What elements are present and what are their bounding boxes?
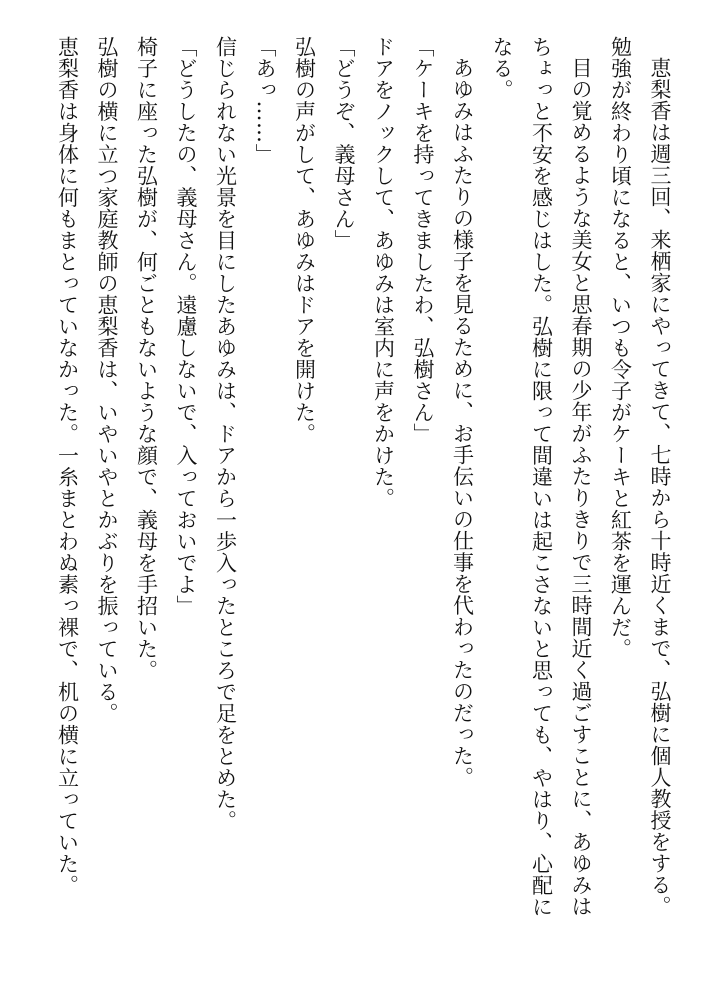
dialogue-line: 「ケーキを持ってきましたわ、弘樹さん」 [411,36,435,445]
dialogue-line: 「どうぞ、義母さん」 [332,36,356,251]
text-line: ドアをノックして、あゆみは室内に声をかけた。 [371,36,396,509]
text-line: あゆみはふたりの様子を見るために、お手伝いの仕事を代わったのだった。 [450,57,475,788]
vertical-text-body [47,36,679,966]
text-line: 椅子に座った弘樹が、何ごともないような顔で、義母を手招いた。 [134,36,159,681]
text-line: 弘樹の声がして、あゆみはドアを開けた。 [292,36,317,445]
text-line: なる。 [490,36,514,101]
text-line: 恵梨香は身体に何もまとっていなかった。一糸まとわぬ素っ裸で、机の横に立っていた。 [55,36,80,896]
dialogue-line: 「どうしたの、義母さん。遠慮しないで、入っておいでよ」 [174,36,198,617]
dialogue-line: 「あっ……」 [253,36,277,165]
text-line: 恵梨香は週三回、来栖家にやってきて、七時から十時近くまで、弘樹に個人教授をする。 [648,57,672,917]
text-line: 弘樹の横に立つ家庭教師の恵梨香は、いやいやとかぶりを振っている。 [95,36,119,724]
text-line: 信じられない光景を目にしたあゆみは、ドアから一歩入ったところで足をとめた。 [213,36,238,832]
text-line: 勉強が終わり頃になると、いつも令子がケーキと紅茶を運んだ。 [608,36,633,660]
text-line: 目の覚めるような美女と思春期の少年がふたりきりで三時間近く過ごすことに、あゆみは [569,57,593,917]
text-line: ちょっと不安を感じはした。弘樹に限って間違いは起こさないと思っても、やはり、心配に [529,36,554,918]
